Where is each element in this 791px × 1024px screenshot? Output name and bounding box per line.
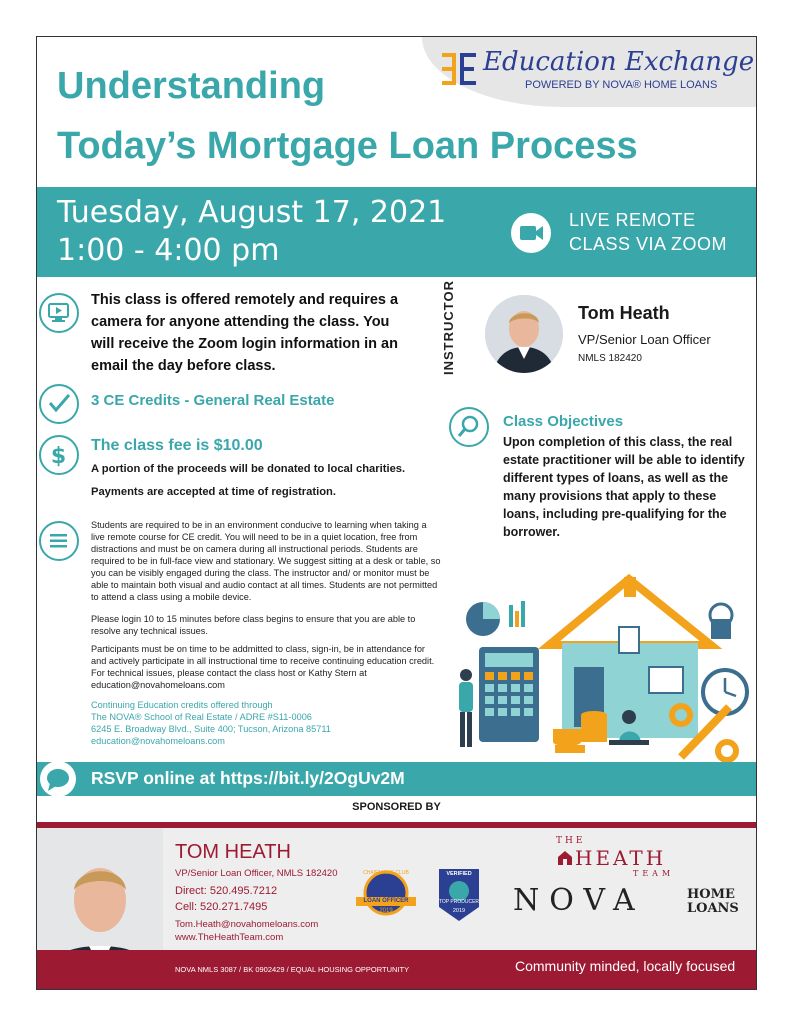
zoom-line2: CLASS VIA ZOOM — [569, 234, 728, 254]
logo-tagline: POWERED BY NOVA® HOME LOANS — [525, 79, 718, 91]
ce-credits: 3 CE Credits - General Real Estate — [91, 392, 335, 409]
nova-loans: LOANS — [687, 901, 739, 916]
education-exchange-logo-icon — [442, 49, 478, 89]
sponsor-direct: Direct: 520.495.7212 — [175, 885, 278, 897]
heath-team: TEAM — [633, 869, 675, 878]
sponsor-website[interactable]: www.TheHeathTeam.com — [175, 932, 284, 943]
ce-line4: education@novahomeloans.com — [91, 736, 225, 746]
requirements-para1: Students are required to be in an environment conducive to learning when taking a live remote course for CE credit. You will need to be in a quiet location, free from distractions and must be on camera during all instructional periods. Students are required to be in full-face view and stationary. We suggest sitting at a desk or table, so you can be visibly engaged during the class. The instructor and/ or monitor must be able to maintain both visual and audio contact at all times. Students are not permitted to attend a class using a mobile device. — [91, 520, 441, 602]
instructor-title: VP/Senior Loan Officer — [578, 332, 711, 347]
ce-line1: Continuing Education credits offered through — [91, 700, 273, 710]
heath-the: THE — [556, 836, 586, 846]
event-date: Tuesday, August 17, 2021 — [57, 195, 447, 230]
sponsor-title: VP/Senior Loan Officer, NMLS 182420 — [175, 868, 338, 879]
page-title-line2: Today’s Mortgage Loan Process — [57, 125, 638, 167]
svg-text:$: $ — [50, 444, 67, 469]
fee-line1: A portion of the proceeds will be donated to local charities. — [91, 463, 406, 475]
menu-list-icon — [39, 521, 79, 561]
sponsor-cell: Cell: 520.271.7495 — [175, 901, 268, 913]
checkmark-icon — [39, 384, 79, 424]
instructor-nmls: NMLS 182420 — [578, 353, 642, 364]
chat-bubble-icon — [40, 761, 76, 797]
badge1-year: 2019 — [379, 908, 393, 914]
nova-wordmark: NOVA — [513, 883, 645, 918]
video-camera-icon — [511, 213, 551, 253]
badge1-top: CHAIRMAN'S CLUB — [363, 870, 409, 876]
ce-line3: 6245 E. Broadway Blvd., Suite 400; Tucson, Arizona 85711 — [91, 724, 331, 734]
rsvp-link[interactable]: RSVP online at https://bit.ly/2OgUv2M — [91, 768, 405, 788]
sponsored-by-label: SPONSORED BY — [352, 801, 441, 813]
sponsor-name: TOM HEATH — [175, 841, 291, 863]
house-logo-icon — [557, 850, 573, 866]
logo-name: Education Exchange — [483, 47, 755, 77]
ce-line2: The NOVA® School of Real Estate / ADRE #S11-0006 — [91, 712, 312, 722]
event-time: 1:00 - 4:00 pm — [57, 233, 280, 268]
badge1-mid: LOAN OFFICER — [363, 898, 409, 904]
badge2-mid: TOP PRODUCER — [438, 899, 480, 905]
badge2-year: 2019 — [452, 908, 466, 914]
instructor-name: Tom Heath — [578, 303, 670, 323]
instructor-photo — [485, 295, 563, 373]
slogan: Community minded, locally focused — [515, 958, 736, 974]
badge2-top: VERIFIED — [446, 871, 472, 877]
intro-text: This class is offered remotely and requires a camera for anyone attending the class. You will receive the Zoom login information in an email the day before class. — [91, 292, 399, 374]
objectives-text: Upon completion of this class, the real estate practitioner will be able to identify different types of loans, as well as the many provisions that apply to these loans, including pre-qualifying for the borrower. — [503, 435, 745, 539]
nova-home: HOME — [687, 887, 735, 902]
magnifier-icon — [449, 407, 489, 447]
requirements-para2: Please login 10 to 15 minutes before class begins to ensure that you are able to resolve any technical issues. — [91, 614, 416, 636]
page-title-line1: Understanding — [57, 65, 326, 107]
dollar-icon — [39, 435, 79, 475]
requirements-para3: Participants must be on time to be addmitted to class, sign-in, be in attendance for and actively participate in all instructional time to receive continuing education credit. For technical issues, please contact the class host or Kathy Stern at education@novahomeloans.com — [91, 644, 435, 690]
monitor-icon — [39, 293, 79, 333]
fee-line2: Payments are accepted at time of registration. — [91, 486, 336, 498]
flyer — [36, 36, 757, 990]
fee-title: The class fee is $10.00 — [91, 437, 263, 454]
objectives-title: Class Objectives — [503, 413, 624, 430]
heath-name: HEATH — [575, 846, 667, 870]
instructor-label: INSTRUCTOR — [441, 280, 456, 375]
zoom-line1: LIVE REMOTE — [569, 210, 696, 230]
legal-text: NOVA NMLS 3087 / BK 0902429 / EQUAL HOUSING OPPORTUNITY — [175, 965, 410, 974]
sponsor-email[interactable]: Tom.Heath@novahomeloans.com — [175, 919, 319, 930]
real-estate-illustration — [449, 557, 749, 762]
